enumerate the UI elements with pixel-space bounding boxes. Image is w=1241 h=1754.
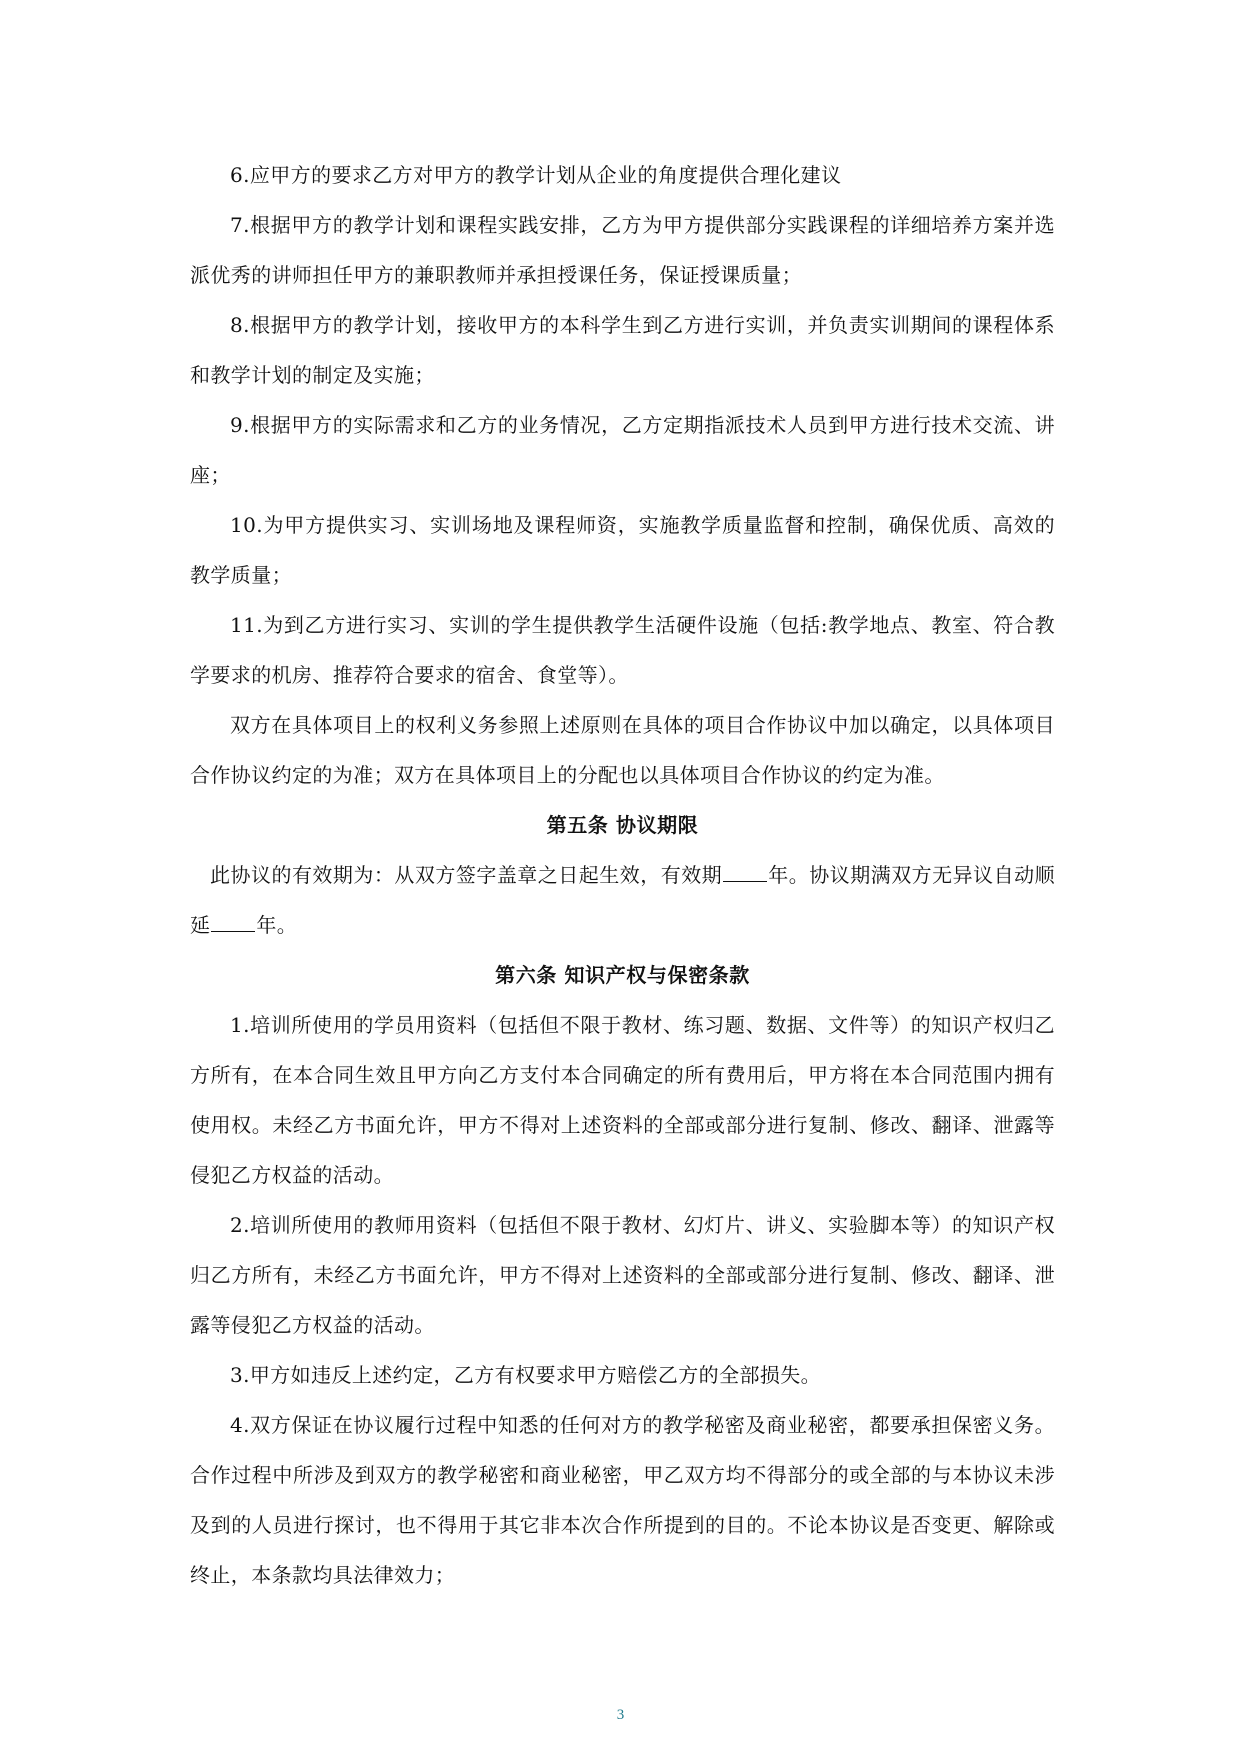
article-6-item-2: 2.培训所使用的教师用资料（包括但不限于教材、幻灯片、讲义、实验脚本等）的知识产权归乙方所有，未经乙方书面允许，甲方不得对上述资料的全部或部分进行复制、修改、翻译、泄露等侵犯乙方权益的活动。 <box>190 1213 1055 1337</box>
article-5-heading: 第五条 协议期限 <box>546 813 699 837</box>
renewal-years-blank <box>211 913 255 932</box>
clause-item-11: 11.为到乙方进行实习、实训的学生提供教学生活硬件设施（包括:教学地点、教室、符合教学要求的机房、推荐符合要求的宿舍、食堂等）。 <box>190 613 1055 687</box>
article-6-item-3: 3.甲方如违反上述约定，乙方有权要求甲方赔偿乙方的全部损失。 <box>230 1363 822 1387</box>
article-6-heading: 第六条 知识产权与保密条款 <box>495 963 750 987</box>
page-number: 3 <box>616 1707 625 1723</box>
years-blank <box>723 863 767 882</box>
article-5-text-part-1: 此协议的有效期为：从双方签字盖章之日起生效，有效期 <box>210 863 723 887</box>
article-6-item-1: 1.培训所使用的学员用资料（包括但不限于教材、练习题、数据、文件等）的知识产权归乙方所有，在本合同生效且甲方向乙方支付本合同确定的所有费用后，甲方将在本合同范围内拥有使用权。未经乙方书面允许，甲方不得对上述资料的全部或部分进行复制、修改、翻译、泄露等侵犯乙方权益的活动。 <box>190 1013 1055 1187</box>
clause-item-10: 10.为甲方提供实习、实训场地及课程师资，实施教学质量监督和控制，确保优质、高效的教学质量； <box>190 513 1055 587</box>
article-5-text-part-3: 年。 <box>256 913 298 937</box>
clause-item-9: 9.根据甲方的实际需求和乙方的业务情况，乙方定期指派技术人员到甲方进行技术交流、讲座； <box>190 413 1055 487</box>
clause-item-6: 6.应甲方的要求乙方对甲方的教学计划从企业的角度提供合理化建议 <box>230 163 842 187</box>
clause-item-8: 8.根据甲方的教学计划，接收甲方的本科学生到乙方进行实训，并负责实训期间的课程体系和教学计划的制定及实施； <box>190 313 1055 387</box>
article-6-item-4: 4.双方保证在协议履行过程中知悉的任何对方的教学秘密及商业秘密，都要承担保密义务。合作过程中所涉及到双方的教学秘密和商业秘密，甲乙双方均不得部分的或全部的与本协议未涉及到的人员进行探讨，也不得用于其它非本次合作所提到的目的。不论本协议是否变更、解除或终止，本条款均具法律效力； <box>190 1413 1055 1587</box>
document-body <box>190 150 1055 1600</box>
article-5-text-part-2: 年。协议期满双方无异议自动顺延 <box>190 863 1056 937</box>
clause-item-7: 7.根据甲方的教学计划和课程实践安排，乙方为甲方提供部分实践课程的详细培养方案并选派优秀的讲师担任甲方的兼职教师并承担授课任务，保证授课质量； <box>190 213 1055 287</box>
article-5-paragraph <box>190 850 1055 950</box>
rights-note-paragraph: 双方在具体项目上的权利义务参照上述原则在具体的项目合作协议中加以确定，以具体项目合作协议约定的为准；双方在具体项目上的分配也以具体项目合作协议的约定为准。 <box>190 713 1055 787</box>
